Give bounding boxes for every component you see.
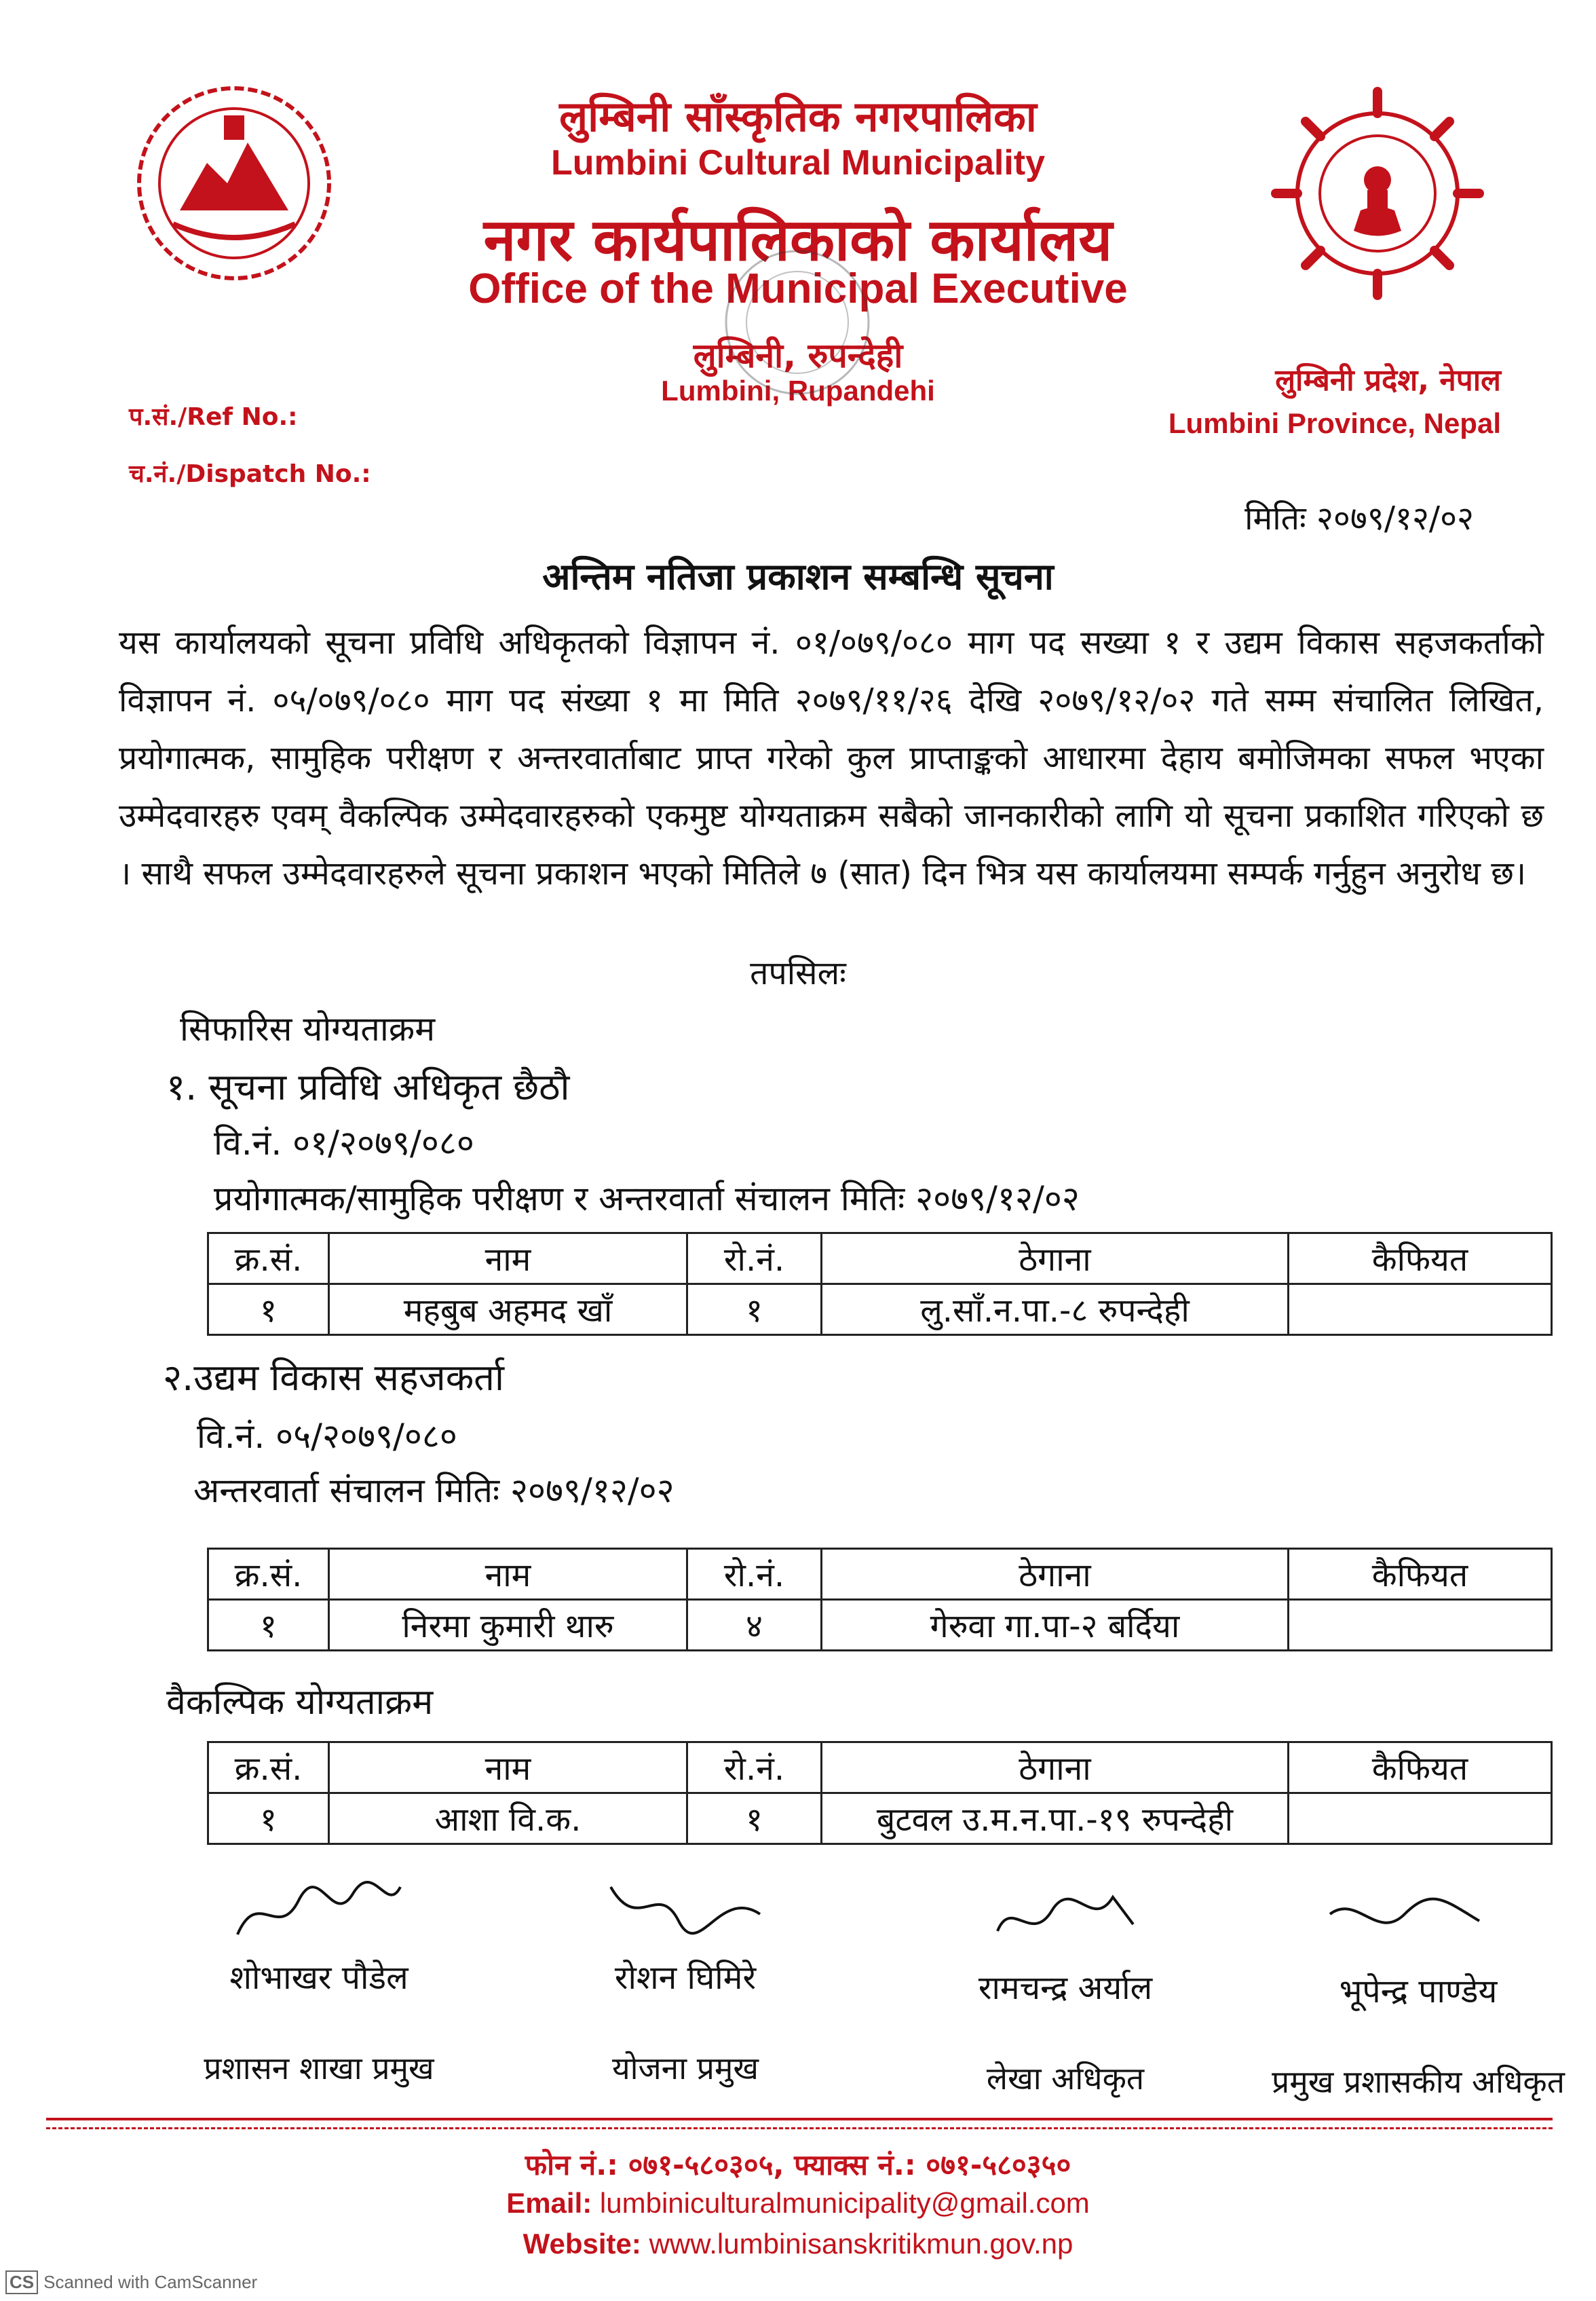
- footer-phone: फोन नं.: ०७१-५८०३०५, फ्याक्स नं.: ०७१-५८०३५०: [525, 2148, 1071, 2182]
- province-en: Lumbini Province, Nepal: [1168, 407, 1501, 439]
- footer-website: [0, 2228, 1596, 2260]
- signatory-name: रोशन घिमिरे: [614, 1959, 757, 1997]
- section1-heading: १. सूचना प्रविधि अधिकृत छैठौ: [166, 1066, 570, 1108]
- footer-email: [0, 2187, 1596, 2220]
- signatory-role: प्रशासन शाखा प्रमुख: [204, 2050, 434, 2087]
- header-sn: क्र.सं.: [208, 1742, 329, 1793]
- signatory-4: [1262, 1968, 1574, 2102]
- cell-address: गेरुवा गा.पा-२ बर्दिया: [822, 1600, 1289, 1651]
- cell-remarks: [1289, 1284, 1552, 1335]
- cell-address: बुटवल उ.म.न.पा.-१९ रुपन्देही: [822, 1793, 1289, 1844]
- result-table-3: [207, 1741, 1553, 1845]
- table-header-row: [208, 1742, 1552, 1793]
- section2-exam-date: अन्तरवार्ता संचालन मितिः २०७९/१२/०२: [193, 1471, 674, 1510]
- header-address: ठेगाना: [822, 1233, 1289, 1284]
- signatory-role: लेखा अधिकृत: [986, 2060, 1145, 2097]
- header-address: ठेगाना: [822, 1742, 1289, 1793]
- ref-no-label: प.सं./Ref No.:: [129, 403, 298, 431]
- header-address: ठेगाना: [822, 1549, 1289, 1600]
- header-roll: रो.नं.: [687, 1233, 822, 1284]
- location-en: Lumbini, Rupandehi: [661, 375, 935, 407]
- section1-exam-date: प्रयोगात्मक/सामुहिक परीक्षण र अन्तरवार्ता संचालन मितिः २०७९/१२/०२: [214, 1179, 1080, 1218]
- signature-icon: [597, 1873, 774, 1948]
- email-value[interactable]: lumbiniculturalmunicipality@gmail.com: [599, 2187, 1090, 2219]
- header-remarks: कैफियत: [1289, 1233, 1552, 1284]
- header-sn: क्र.सं.: [208, 1233, 329, 1284]
- footer-divider: [46, 2118, 1553, 2120]
- header-roll: रो.नं.: [687, 1742, 822, 1793]
- recommended-heading: सिफारिस योग्यताक्रम: [180, 1009, 436, 1049]
- office-stamp-icon: [719, 244, 875, 400]
- signature-icon: [231, 1873, 407, 1948]
- scanner-watermark: [5, 2270, 257, 2294]
- table-header-row: [208, 1549, 1552, 1600]
- details-label: तपसिलः: [750, 954, 846, 992]
- alternate-heading: वैकल्पिक योग्यताक्रम: [166, 1682, 434, 1723]
- footer-divider-dashed: [46, 2127, 1553, 2129]
- table-header-row: [208, 1233, 1552, 1284]
- location-ne: लुम्बिनी, रुपन्देही: [693, 336, 903, 375]
- email-label: Email:: [506, 2187, 592, 2219]
- header-sn: क्र.सं.: [208, 1549, 329, 1600]
- signatory-1: [176, 1955, 461, 2089]
- cell-sn: १: [208, 1793, 329, 1844]
- cell-roll: ४: [687, 1600, 822, 1651]
- municipality-name-en: Lumbini Cultural Municipality: [551, 143, 1045, 183]
- signatory-role: प्रमुख प्रशासकीय अधिकृत: [1272, 2063, 1565, 2100]
- signatory-name: रामचन्द्र अर्याल: [978, 1969, 1153, 2007]
- cell-address: लु.साँ.न.पा.-८ रुपन्देही: [822, 1284, 1289, 1335]
- header-name: नाम: [329, 1233, 687, 1284]
- table-row: [208, 1600, 1552, 1651]
- header-name: नाम: [329, 1742, 687, 1793]
- office-name-en: Office of the Municipal Executive: [468, 265, 1128, 312]
- dispatch-no-label: च.नं./Dispatch No.:: [129, 460, 371, 488]
- cell-sn: १: [208, 1600, 329, 1651]
- header-remarks: कैफियत: [1289, 1549, 1552, 1600]
- header-roll: रो.नं.: [687, 1549, 822, 1600]
- camscanner-icon: CS: [5, 2270, 38, 2294]
- cell-remarks: [1289, 1600, 1552, 1651]
- section1-adv-no: वि.नं. ०१/२०७९/०८०: [214, 1123, 474, 1163]
- signatory-name: शोभाखर पौडेल: [229, 1959, 408, 1997]
- cell-remarks: [1289, 1793, 1552, 1844]
- signatory-role: योजना प्रमुख: [611, 2050, 759, 2087]
- cell-name: निरमा कुमारी थारु: [329, 1600, 687, 1651]
- signatory-name: भूपेन्द्र पाण्डेय: [1339, 1972, 1498, 2010]
- cell-name: महबुब अहमद खाँ: [329, 1284, 687, 1335]
- scanner-text: Scanned with CamScanner: [43, 2272, 258, 2292]
- notice-title: अन्तिम नतिजा प्रकाशन सम्बन्धि सूचना: [542, 555, 1054, 598]
- province-ne: लुम्बिनी प्रदेश, नेपाल: [1275, 363, 1501, 398]
- signatory-3: [923, 1965, 1208, 2099]
- website-value[interactable]: www.lumbinisanskritikmun.gov.np: [649, 2228, 1074, 2260]
- signature-icon: [977, 1884, 1154, 1958]
- table-row: [208, 1284, 1552, 1335]
- section2-adv-no: वि.नं. ०५/२०७९/०८०: [197, 1417, 457, 1456]
- signatory-2: [543, 1955, 828, 2089]
- cell-name: आशा वि.क.: [329, 1793, 687, 1844]
- header-name: नाम: [329, 1549, 687, 1600]
- result-table-2: [207, 1548, 1553, 1651]
- result-table-1: [207, 1232, 1553, 1336]
- office-name-ne: नगर कार्यपालिकाको कार्यालय: [483, 206, 1113, 274]
- cell-roll: १: [687, 1793, 822, 1844]
- municipality-name-ne: लुम्बिनी साँस्कृतिक नगरपालिका: [559, 92, 1037, 141]
- header-remarks: कैफियत: [1289, 1742, 1552, 1793]
- cell-roll: १: [687, 1284, 822, 1335]
- table-row: [208, 1793, 1552, 1844]
- cell-sn: १: [208, 1284, 329, 1335]
- notice-date: मितिः २०७९/१२/०२: [1244, 500, 1474, 538]
- signature-icon: [1316, 1887, 1493, 1962]
- notice-body: यस कार्यालयको सूचना प्रविधि अधिकृतको विज्ञापन नं. ०१/०७९/०८० माग पद सख्या १ र उद्यम विकास सहजकर्ताको विज्ञापन नं. ०५/०७९/०८० माग पद संख्या १ मा मिति २०७९/११/२६ देखि २०७९/१२/०२ गते सम्म संचालित लिखित, प्रयोगात्मक, सामुहिक परीक्षण र अन्तरवार्ताबाट प्राप्त गरेको कुल प्राप्ताङ्कको आधारमा देहाय बमोजिमका सफल भएका उम्मेदवारहरु एवम् वैकल्पिक उम्मेदवारहरुको एकमुष्ट योग्यताक्रम सबैको जानकारीको लागि यो सूचना प्रकाशित गरिएको छ । साथै सफल उम्मेदवारहरुले सूचना प्रकाशन भएको मितिले ७ (सात) दिन भित्र यस कार्यालयमा सम्पर्क गर्नुहुन अनुरोध छ।: [119, 624, 1544, 893]
- website-label: Website:: [522, 2228, 641, 2260]
- section2-heading: २.उद्यम विकास सहजकर्ता: [163, 1356, 504, 1399]
